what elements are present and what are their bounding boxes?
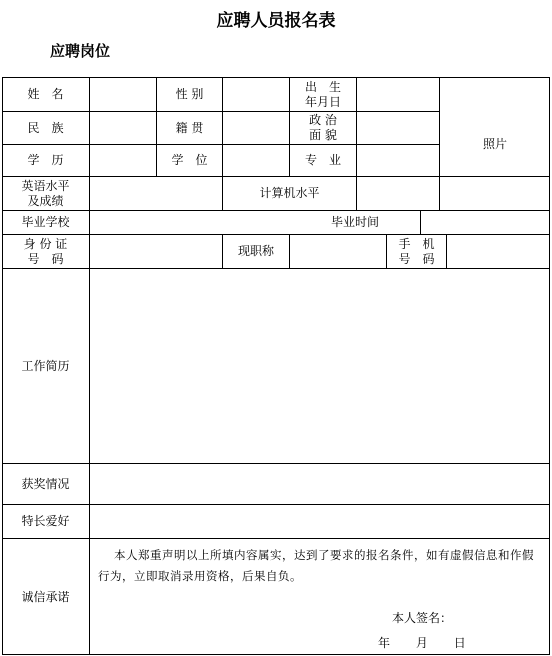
mobile-field[interactable]	[447, 235, 550, 268]
mobile-label: 手 机 号 码	[398, 236, 435, 266]
ethnicity-label: 民 族	[27, 120, 64, 135]
work-history-label: 工作简历	[21, 358, 70, 373]
integrity-label: 诚信承诺	[21, 589, 70, 604]
major-field[interactable]	[357, 145, 439, 176]
current-title-label: 现职称	[237, 244, 274, 258]
native-place-label: 籍 贯	[175, 120, 204, 135]
native-place-field[interactable]	[223, 112, 289, 144]
ethnicity-field[interactable]	[90, 112, 156, 144]
current-title-field[interactable]	[290, 235, 386, 268]
computer-level-field[interactable]	[357, 177, 439, 210]
gender-label: 性 别	[175, 87, 204, 101]
degree-label: 学 位	[171, 153, 208, 167]
school-field[interactable]	[90, 211, 290, 234]
education-label: 学 历	[27, 153, 64, 167]
computer-level-extra-field[interactable]	[440, 177, 550, 210]
school-label: 毕业学校	[21, 215, 70, 229]
photo-label: 照片	[482, 136, 507, 151]
political-status-field[interactable]	[357, 112, 439, 144]
form-title: 应聘人员报名表	[216, 11, 336, 31]
english-level-label: 英语水平 及成绩	[21, 178, 70, 208]
name-label: 姓 名	[27, 87, 64, 101]
political-status-label: 政 治 面 貌	[309, 113, 337, 142]
major-label: 专 业	[304, 153, 341, 167]
id-number-label: 身 份 证 号 码	[23, 236, 68, 266]
day-label: 日	[453, 636, 466, 650]
id-number-field[interactable]	[90, 235, 222, 268]
hobbies-label: 特长爱好	[21, 514, 70, 528]
awards-label: 获奖情况	[21, 476, 70, 491]
position-label: 应聘岗位	[50, 42, 111, 60]
birth-date-field[interactable]	[357, 78, 439, 111]
graduation-time-label: 毕业时间	[330, 215, 379, 229]
month-label: 月	[415, 636, 428, 650]
awards-field[interactable]	[90, 464, 550, 504]
name-field[interactable]	[90, 78, 156, 111]
date-line	[378, 634, 488, 651]
birth-date-label: 出 生 年月日	[304, 79, 341, 109]
graduation-time-field[interactable]	[421, 211, 550, 234]
english-level-field[interactable]	[90, 177, 222, 210]
signature-label: 本人签名：	[392, 611, 453, 625]
year-label: 年	[378, 636, 391, 650]
computer-level-label: 计算机水平	[259, 186, 320, 200]
gender-field[interactable]	[223, 78, 289, 111]
pledge-statement: 本人郑重声明以上所填内容属实，达到了要求的报名条件，如有虚假信息和作假行为，立即取消录用资格，后果自负。	[98, 548, 534, 583]
education-field[interactable]	[90, 145, 156, 176]
work-history-field[interactable]	[90, 269, 550, 463]
hobbies-field[interactable]	[90, 505, 550, 538]
degree-field[interactable]	[223, 145, 289, 176]
